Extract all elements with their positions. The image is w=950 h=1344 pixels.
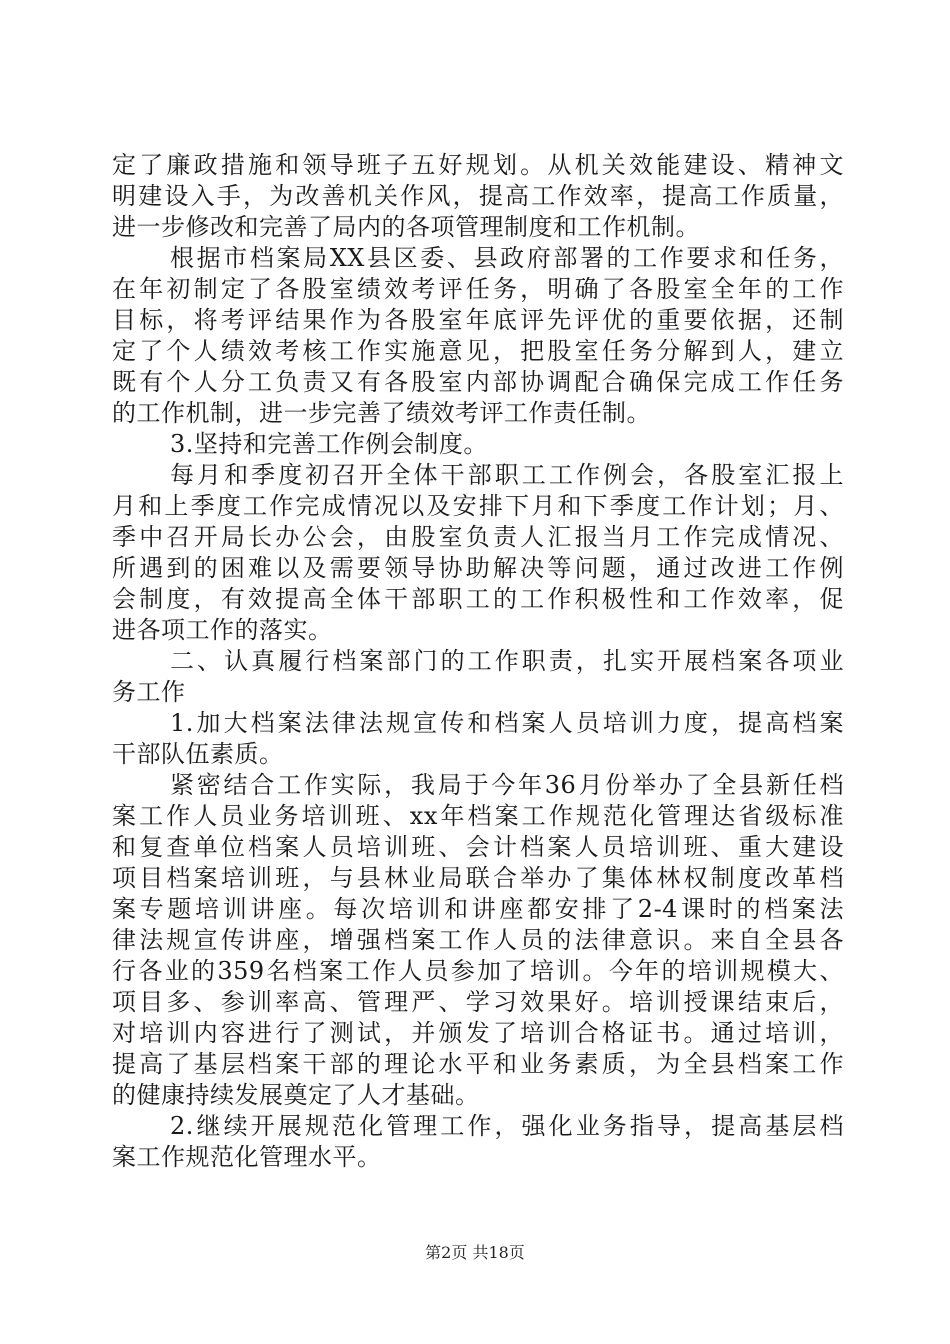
section-heading-continued: 干部队伍素质。 <box>112 740 284 768</box>
section-heading-continued: 务工作 <box>112 678 186 706</box>
text-line: 所遇到的困难以及需要领导协助解决等问题，通过改进工作例 <box>112 554 844 582</box>
section-heading: 3.坚持和完善工作例会制度。 <box>170 430 488 458</box>
text-line: 对培训内容进行了测试，并颁发了培训合格证书。通过培训， <box>112 1019 844 1047</box>
text-line: 会制度，有效提高全体干部职工的工作积极性和工作效率，促 <box>112 585 844 613</box>
text-line: 案专题培训讲座。每次培训和讲座都安排了2-4课时的档案法 <box>112 895 844 923</box>
document-body <box>112 150 844 1173</box>
section-heading: 1.加大档案法律法规宣传和档案人员培训力度，提高档案 <box>170 709 844 737</box>
text-line: 项目档案培训班，与县林业局联合举办了集体林权制度改革档 <box>112 864 844 892</box>
text-line: 月和上季度工作完成情况以及安排下月和下季度工作计划；月、 <box>112 492 844 520</box>
page-number-footer: 第2页 共18页 <box>425 1243 525 1262</box>
text-line: 进一步修改和完善了局内的各项管理制度和工作机制。 <box>112 213 700 241</box>
text-line: 律法规宣传讲座，增强档案工作人员的法律意识。来自全县各 <box>112 926 844 954</box>
text-line: 定了廉政措施和领导班子五好规划。从机关效能建设、精神文 <box>112 151 844 179</box>
text-line: 提高了基层档案干部的理论水平和业务素质，为全县档案工作 <box>112 1050 844 1078</box>
text-line: 的工作机制，进一步完善了绩效考评工作责任制。 <box>112 399 651 427</box>
paragraph-first-line: 紧密结合工作实际，我局于今年36月份举办了全县新任档 <box>170 771 844 799</box>
text-line: 既有个人分工负责又有各股室内部协调配合确保完成工作任务 <box>112 368 844 396</box>
section-heading: 二、认真履行档案部门的工作职责，扎实开展档案各项业 <box>170 647 844 675</box>
section-heading: 2.继续开展规范化管理工作，强化业务指导，提高基层档 <box>170 1112 844 1140</box>
text-line: 和复查单位档案人员培训班、会计档案人员培训班、重大建设 <box>112 833 844 861</box>
text-line: 明建设入手，为改善机关作风，提高工作效率，提高工作质量， <box>112 182 844 210</box>
section-heading-continued: 案工作规范化管理水平。 <box>112 1143 382 1171</box>
text-line: 进各项工作的落实。 <box>112 616 333 644</box>
text-line: 的健康持续发展奠定了人才基础。 <box>112 1081 480 1109</box>
text-line: 案工作人员业务培训班、xx年档案工作规范化管理达省级标准 <box>112 802 844 830</box>
paragraph-first-line: 根据市档案局XX县区委、县政府部署的工作要求和任务， <box>170 244 844 272</box>
text-line: 项目多、参训率高、管理严、学习效果好。培训授课结束后， <box>112 988 844 1016</box>
text-line: 行各业的359名档案工作人员参加了培训。今年的培训规模大、 <box>112 957 844 985</box>
paragraph-first-line: 每月和季度初召开全体干部职工工作例会，各股室汇报上 <box>170 461 844 489</box>
text-line: 季中召开局长办公会，由股室负责人汇报当月工作完成情况、 <box>112 523 844 551</box>
text-line: 在年初制定了各股室绩效考评任务，明确了各股室全年的工作 <box>112 275 844 303</box>
text-line: 目标，将考评结果作为各股室年底评先评优的重要依据，还制 <box>112 306 844 334</box>
text-line: 定了个人绩效考核工作实施意见，把股室任务分解到人，建立 <box>112 337 844 365</box>
